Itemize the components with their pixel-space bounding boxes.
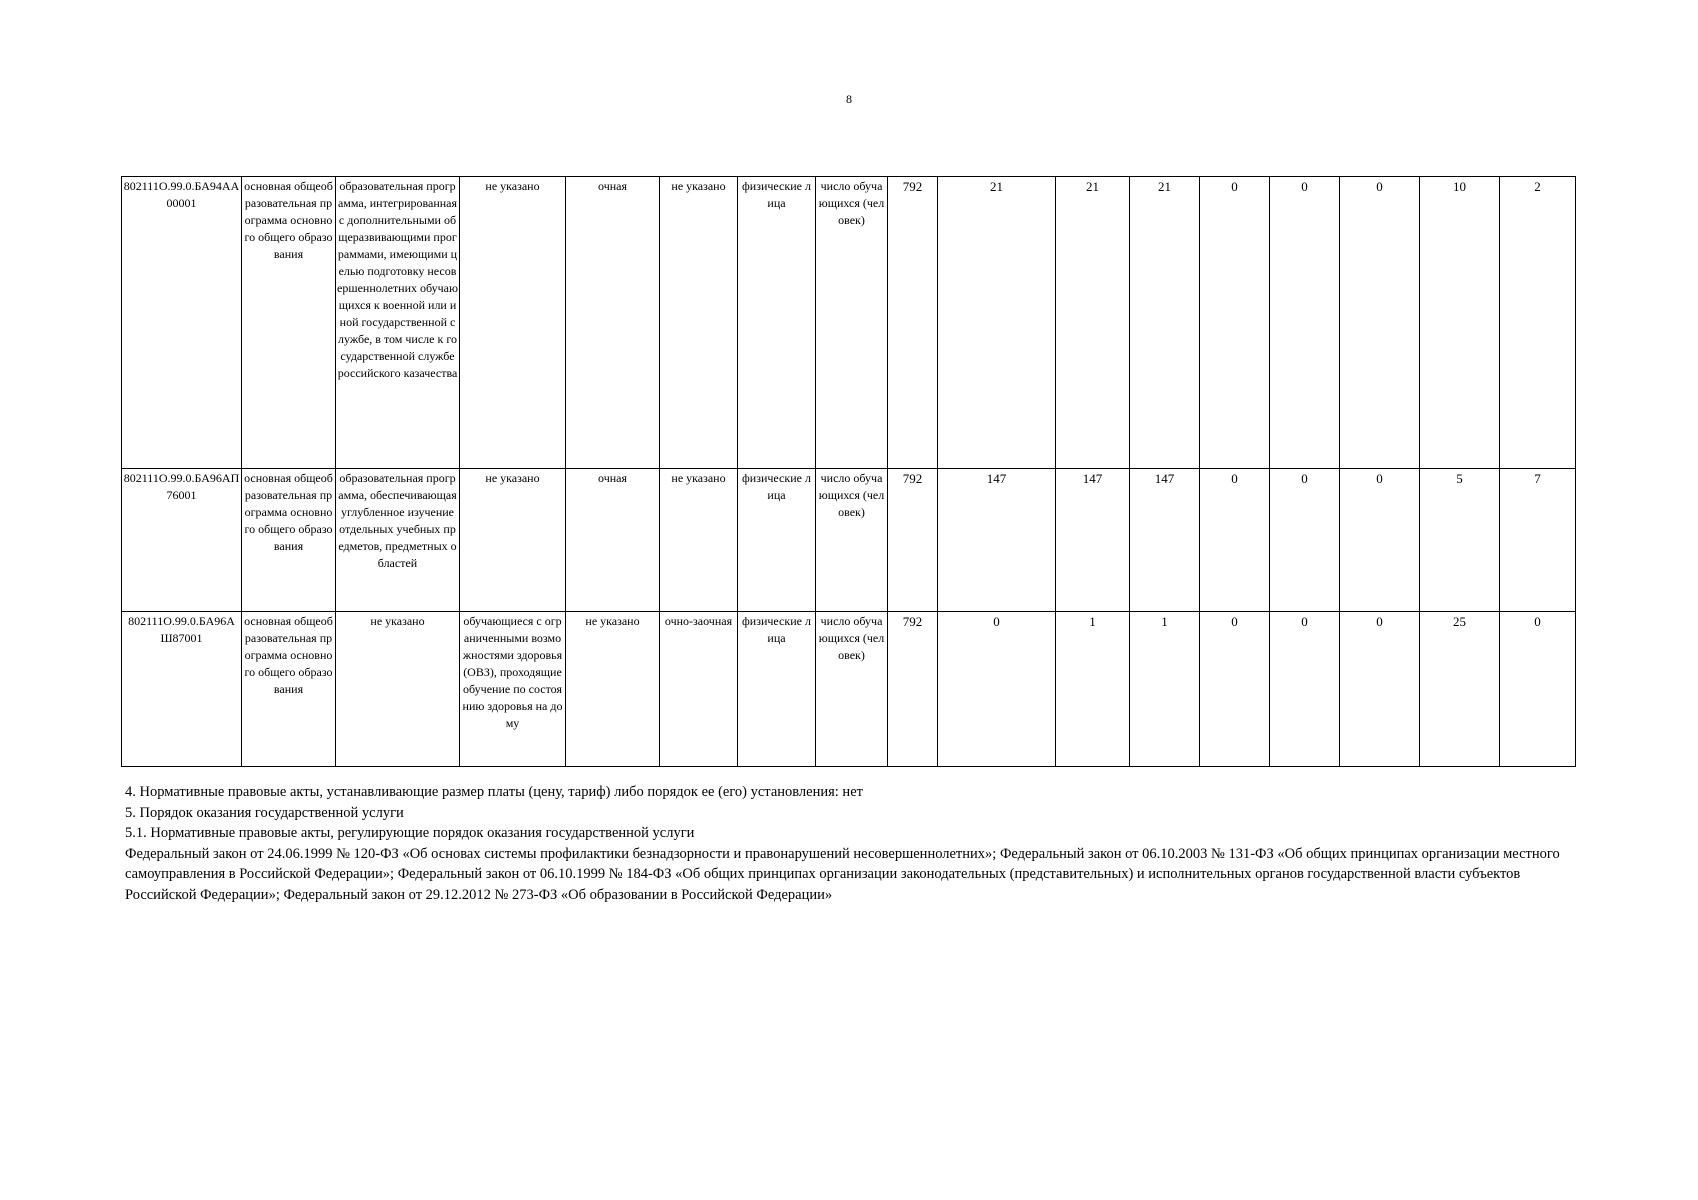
cell-value-5: 0 (1270, 469, 1340, 612)
cell-value-5: 0 (1270, 177, 1340, 469)
page-number: 8 (846, 92, 852, 106)
cell-value-4: 0 (1200, 469, 1270, 612)
section-5-heading: 5. Порядок оказания государственной услуги (125, 804, 404, 821)
table-row (122, 612, 1576, 767)
cell-code: 802111О.99.0.БА96АШ87001 (122, 612, 242, 767)
cell-persons: физические лица (738, 469, 816, 612)
cell-category: не указано (460, 469, 566, 612)
cell-value-8: 0 (1500, 612, 1576, 767)
cell-category: не указано (460, 177, 566, 469)
cell-okei: 792 (888, 612, 938, 767)
services-table (121, 176, 1576, 767)
cell-value-7: 5 (1420, 469, 1500, 612)
cell-value-2: 1 (1056, 612, 1130, 767)
cell-content: образовательная программа, интегрированная с дополнительными общеразвивающими программами, имеющими целью подготовку несовершеннолетних обучающихся к военной или иной государственной службе, в том числе к государственной службе российского казачества (336, 177, 460, 469)
cell-persons: физические лица (738, 612, 816, 767)
cell-category: обучающиеся с ограниченными возможностями здоровья (ОВЗ), проходящие обучение по состоянию здоровья на дому (460, 612, 566, 767)
cell-code: 802111О.99.0.БА94АА00001 (122, 177, 242, 469)
federal-laws-text: Федеральный закон от 24.06.1999 № 120-ФЗ «Об основах системы профилактики безнадзорности и правонарушений несовершеннолетних»; Федеральный закон от 06.10.2003 № 131-ФЗ «Об общих принципах организации местного самоуправления в Российской Федерации»; Федеральный закон от 06.10.1999 № 184-ФЗ «Об общих принципах организации законодательных (представительных) и исполнительных органов государственной власти субъектов Российской Федерации»; Федеральный закон от 29.12.2012 № 273-ФЗ «Об образовании в Российской Федерации» (125, 845, 1560, 903)
table-row (122, 469, 1576, 612)
cell-okei: 792 (888, 469, 938, 612)
cell-value-8: 2 (1500, 177, 1576, 469)
legal-acts-section (125, 782, 1585, 905)
cell-value-1: 21 (938, 177, 1056, 469)
table-row (122, 177, 1576, 469)
cell-program: основная общеобразовательная программа основного общего образования (242, 177, 336, 469)
cell-value-2: 147 (1056, 469, 1130, 612)
cell-okei: 792 (888, 177, 938, 469)
cell-value-6: 0 (1340, 612, 1420, 767)
cell-indicator: число обучающихся (человек) (816, 177, 888, 469)
cell-persons: физические лица (738, 177, 816, 469)
cell-value-6: 0 (1340, 177, 1420, 469)
cell-value-3: 1 (1130, 612, 1200, 767)
cell-value-6: 0 (1340, 469, 1420, 612)
cell-content: не указано (336, 612, 460, 767)
cell-value-3: 147 (1130, 469, 1200, 612)
cell-value-4: 0 (1200, 612, 1270, 767)
cell-value-3: 21 (1130, 177, 1200, 469)
cell-value-1: 0 (938, 612, 1056, 767)
cell-value-5: 0 (1270, 612, 1340, 767)
cell-program: основная общеобразовательная программа основного общего образования (242, 469, 336, 612)
cell-value-7: 25 (1420, 612, 1500, 767)
cell-form: не указано (566, 612, 660, 767)
cell-value-2: 21 (1056, 177, 1130, 469)
cell-indicator: число обучающихся (человек) (816, 612, 888, 767)
cell-value-7: 10 (1420, 177, 1500, 469)
cell-form: очная (566, 469, 660, 612)
cell-value-4: 0 (1200, 177, 1270, 469)
cell-code: 802111О.99.0.БА96АП76001 (122, 469, 242, 612)
cell-form: очная (566, 177, 660, 469)
section-5-1-heading: 5.1. Нормативные правовые акты, регулирующие порядок оказания государственной услуги (125, 825, 695, 841)
cell-extra: не указано (660, 177, 738, 469)
cell-extra: не указано (660, 469, 738, 612)
cell-content: образовательная программа, обеспечивающая углубленное изучение отдельных учебных предметов, предметных областей (336, 469, 460, 612)
cell-value-8: 7 (1500, 469, 1576, 612)
cell-value-1: 147 (938, 469, 1056, 612)
cell-extra: очно-заочная (660, 612, 738, 767)
cell-indicator: число обучающихся (человек) (816, 469, 888, 612)
section-4-text: 4. Нормативные правовые акты, устанавливающие размер платы (цену, тариф) либо порядок ее (его) установления: нет (125, 784, 863, 800)
cell-program: основная общеобразовательная программа основного общего образования (242, 612, 336, 767)
